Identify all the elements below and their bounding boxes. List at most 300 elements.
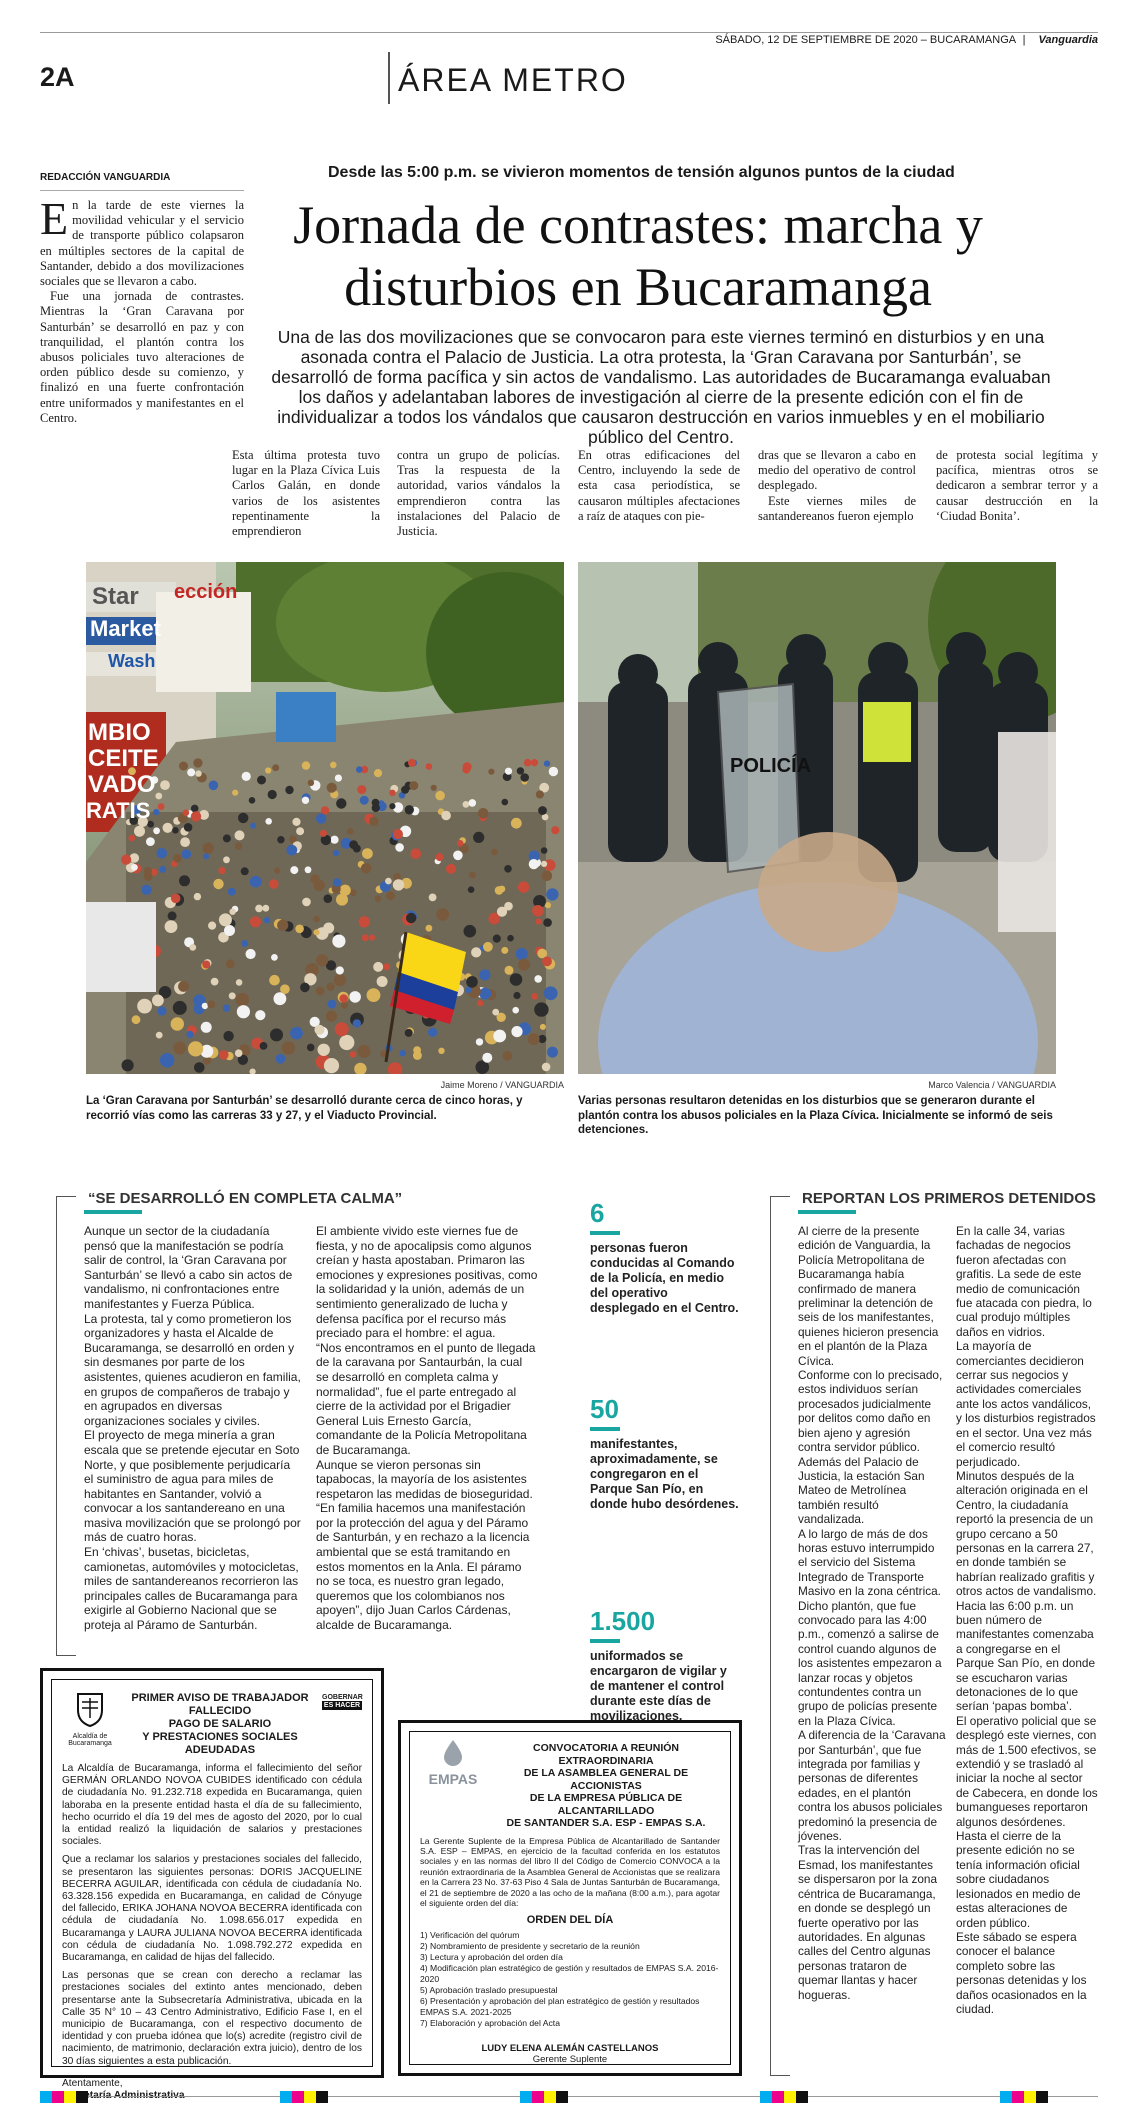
crowd-figure [302,797,309,804]
ad1-title-1: PRIMER AVISO DE TRABAJADOR FALLECIDO [131,1692,309,1717]
crowd-figure [277,920,288,931]
body-column-4b: Este viernes miles de santandereanos fueron ejemplo [758,493,916,523]
crowd-figure [202,1003,208,1009]
crowd-figure [229,909,235,915]
crowd-figure [536,790,544,798]
stat-2-number: 50 [590,1394,619,1424]
intro-column [40,193,244,426]
crowd-figure [326,983,334,991]
crowd-figure [171,894,181,904]
crowd-figure [307,1044,315,1052]
crowd-figure [249,797,256,804]
crowd-figure [235,830,245,840]
crowd-figure [547,1047,558,1058]
crowd-figure [228,888,236,896]
sign-ratis: RATIS [86,798,151,823]
crowd-figure [171,1017,184,1030]
crowd-figure [202,961,210,969]
crowd-figure [324,1058,339,1073]
ad2-order-item: 4) Modificación plan estratégico de gestión y resultados de EMPAS S.A. 2016-2020 [420,1963,719,1985]
crowd-figure [413,1051,422,1060]
crowd-figure [534,1002,548,1016]
body-column-4 [758,448,916,524]
crowd-figure [383,963,390,970]
crowd-figure [347,828,354,835]
crowd-figure [353,1019,361,1027]
crowd-figure [399,1050,406,1057]
crowd-figure [236,993,250,1007]
sign-star: Star [92,583,139,610]
crowd-figure [393,879,404,890]
crowd-figure [235,842,242,849]
crowd-figure [517,767,524,774]
crowd-figure [326,1011,337,1022]
crowd-figure [507,935,514,942]
crowd-figure [194,1062,205,1073]
crowd-figure [173,1042,186,1055]
crowd-figure [260,1042,268,1050]
crowd-figure [129,835,136,842]
crowd-figure [313,916,320,923]
crowd-figure [274,867,280,873]
crowd-figure [478,808,489,819]
color-swatch [1000,2091,1012,2103]
color-swatch [52,2091,64,2103]
crowd-figure [237,1005,250,1018]
alcaldia-logo-text: Alcaldía de Bucaramanga [68,1733,112,1747]
crowd-figure [464,925,477,938]
crowd-figure [395,843,404,852]
crowd-figure [265,818,272,825]
crowd-figure [207,1000,215,1008]
crowd-figure [359,916,370,927]
crowd-figure [223,1004,230,1011]
crowd-figure [492,1009,499,1016]
color-swatch [304,2091,316,2103]
crowd-figure [367,988,381,1002]
detained-column-1: Al cierre de la presente edición de Vanguardia, la Policía Metropolitana de Bucaramanga había confirmado de manera preliminar la detención de seis de los manifestantes, quienes hicieron presencia en el plantón de la Plaza Cívica. Conforme con lo precisado, estos individuos serían procesados judicialmente por delitos como daño en bien ajeno y agresión contra servidor público. Además del Palacio de Justicia, la estación San Mateo de Metrolínea también resultó vandalizada. A lo largo de más de dos horas estuvo interrumpido el servicio del Sistema Integrado de Transporte Masivo en la zona céntrica. Dicho plantón, que fue convocado para las 4:00 p.m., comenzó a salirse de control cuando algunos de los asistentes empezaron a lanzar rocas y objetos contundentes contra un grupo de policías presente en la Plaza Cívica. A diferencia de la ‘Caravana por Santurbán’, que fue integrada por familias y personas de diferentes edades, en el plantón contra los abusos policiales predominó la presencia de jóvenes. Tras la intervención del Esmad, los manifestantes se dispersaron por la zona céntrica de Bucaramanga, en donde se desplegó un fuerte operativo por las autoridades. En algunas calles del Centro algunas personas trataron de quemar llantas y hacer hogueras. [798,1224,946,2002]
crowd-figure [223,1031,233,1041]
crowd-figure [536,918,542,924]
crowd-figure [532,905,544,917]
crowd-figure [302,898,311,907]
crowd-figure [463,762,472,771]
body-column-2: contra un grupo de policías. Tras la respuesta de la autoridad, varios vándalos la emprendieron contra las instalaciones del Palacio de Justicia. [397,448,560,539]
crowd-figure [165,920,178,933]
crowd-figure [505,966,514,975]
crowd-figure [362,848,373,859]
crowd-figure [159,866,166,873]
crowd-figure [518,881,529,892]
crowd-figure [153,809,159,815]
crowd-figure [372,799,380,807]
ad1-badge-top: GOBERNAR [322,1694,363,1701]
crowd-figure [503,1051,513,1061]
crowd-figure [408,759,416,767]
crowd-figure [241,940,248,947]
stat-3-number: 1.500 [590,1606,656,1636]
water-drop-icon [436,1738,470,1766]
crowd-figure [436,853,444,861]
crowd-figure [531,993,538,1000]
detained-column-2: En la calle 34, varias fachadas de negocios fueron afectadas con grafitis. La sede de este medio de comunicación fue atacada con piedra, lo cual produjo múltiples daños en vidrios. La mayoría de comerciantes decidieron cerrar sus negocios y actividades comerciales ante los actos vandálicos, y los disturbios registrados en el sector. Una vez más el comercio resultó perjudicado. Minutos después de la alteración originada en el Centro, la ciudadanía reportó la presencia de un grupo cercano a 50 personas en la carrera 27, en donde también se habrían realizado grafitis y otros actos de vandalismo. Hacia las 6:00 p.m. un buen número de manifestantes comenzaba a congregarse en el Parque San Pío, en donde se escucharon varias detonaciones de lo que serían ‘papas bomba’. El operativo policial que se desplegó este viernes, con más de 1.500 efectivos, se extendió y se trasladó al iniciar la noche al sector de Cabecera, en donde los bumangueses reportaron algunos desórdenes. Hasta el cierre de la presente edición no se tenía información oficial sobre ciudadanos lesionados en medio de estas alteraciones de orden público. Este sábado se espera conocer el balance completo sobre las personas detenidas y los daños ocasionados en la ciudad. [956,1224,1098,2016]
intro-paragraph-2: Fue una jornada de contrastes. Mientras la ‘Gran Caravana por Santurbán’ se desarrolló en paz y con tranquilidad, el plantón contra los abusos policiales tuvo alteraciones de orden público desde su comienzo, y finalizó en una fuerte confrontación entre uniformados y manifestantes en el Centro. [40,289,244,425]
sign-eccion: ección [174,581,238,603]
crowd-figure [502,799,509,806]
crowd-figure [374,769,382,777]
stat-2 [590,1394,740,1512]
shield-label: POLICÍA [730,755,812,777]
crowd-figure [257,776,266,785]
detained-section-bar [798,1210,856,1214]
crowd-figure [262,905,269,912]
crowd-figure [339,994,348,1003]
ad2-signature [420,2043,720,2065]
sign-market: Market [90,616,161,641]
crowd-figure [242,772,251,781]
color-swatch [76,2091,88,2103]
sign-ceite: CEITE [88,745,159,772]
crowd-figure [334,974,347,987]
crowd-figure [152,995,164,1007]
crowd-figure [360,796,369,805]
crowd-figure [232,790,238,796]
headline-line-1: Jornada de contrastes: marcha y [293,195,983,255]
crowd-figure [513,992,520,999]
photo-right-caption: Varias personas resultaron detenidas en los disturbios que se generaron durante el plantón contra los abusos policiales en la Plaza Cívica. Inicialmente se informó de seis detenciones. [578,1095,1053,1136]
crowd-figure [235,1049,243,1057]
ad1-paragraph-3: Las personas que se crean con derecho a reclamar las prestaciones sociales del extinto antes mencionado, deben presentarse ante la Subsecretaría Administrativa, ubicada en la Calle 35 N° 10 – 43 Centro Administrativo, Edificio Fase I, en el municipio de Bucaramanga, con el respectivo documento de identidad y con prueba idónea que lo(s) acredite (registro civil de nacimiento, de matrimonio, declaración extra juicio), dentro de los 30 días siguientes a esta publicación. [62,1970,362,2067]
crowd-figure [375,895,382,902]
crowd-figure [300,983,310,993]
crowd-figure [453,851,463,861]
crowd-figure [271,954,278,961]
crowd-figure [134,826,145,837]
crowd-figure [543,918,552,927]
crowd-figure [255,905,263,913]
crowd-figure [332,935,345,948]
crowd-figure [362,934,369,941]
crowd-figure [264,917,271,924]
crowd-figure [476,1038,483,1045]
crowd-figure [122,1059,134,1071]
crowd-figure [339,1035,354,1050]
crowd-figure [361,863,372,874]
crowd-figure [426,925,433,932]
crowd-figure [153,827,160,834]
intro-paragraph-1: n la tarde de este viernes la movilidad vehicular y el servicio de transporte público colapsaron en múltiples sectores de la capital de Santander, debido a dos movilizaciones sociales que se llevaron a cabo. [40,198,244,289]
color-swatch [784,2091,796,2103]
crowd-figure [137,999,152,1014]
stat-3-text: uniformados se encargaron de vigilar y de mantener el control durante este días de movilizaciones. [590,1649,727,1723]
crowd-figure [435,791,445,801]
stat-1-number: 6 [590,1198,605,1228]
calm-column-1: Aunque un sector de la ciudadanía pensó que la manifestación se podría salir de control, la ‘Gran Caravana por Santurbán’ se llevó a cabo sin actos de vandalismo, ni confrontaciones entre manifestantes y Fuerza Pública. La protesta, tal y como prometieron los organizadores y hasta el Alcalde de Bucaramanga, se desarrolló en orden y sin desmanes por parte de los asistentes, quienes acudieron en familia, en grupos de compañeros de trabajo y en agrupados en diversas organizaciones sociales y civiles. El proyecto de mega minería a gran escala que se pretende ejecutar en Soto Norte, y que posiblemente perjudicaría el suministro de agua para miles de habitantes en Santander, volvió a convocar a los santandereano en una masiva movilización que se prolongó por más de cuatro horas. En ‘chivas’, busetas, bicicletas, camionetas, automóviles y motocicletas, miles de santandereanos recorrieron las principales calles de Bucaramanga para exigirle al Gobierno Nacional que se proteja al Páramo de Santurbán. [84,1224,301,1633]
ad2-order-item: 1) Verificación del quórum [420,1930,520,1941]
crowd-figure [272,764,279,771]
crowd-figure [277,836,284,843]
crowd-figure [195,770,201,776]
crowd-figure [208,922,216,930]
stat-2-text: manifestantes, aproximadamente, se congregaron en el Parque San Pío, en donde hubo desórdenes. [590,1437,739,1511]
crowd-figure [187,768,195,776]
calm-section-title: “SE DESARROLLÓ EN COMPLETA CALMA” [84,1190,406,1207]
crowd-figure [327,783,337,793]
drop-cap: E [40,193,69,244]
crowd-figure [541,847,548,854]
crowd-figure [431,785,437,791]
crowd-figure [493,935,501,943]
crowd-figure [466,976,478,988]
crowd-figure [488,769,494,775]
headline-line-2: disturbios en Bucaramanga [344,257,932,317]
crowd-figure [218,867,225,874]
crowd-figure [357,785,366,794]
crowd-figure [330,836,338,844]
crowd-figure [203,843,214,854]
ad1-title [126,1692,314,1757]
color-swatch [544,2091,556,2103]
crowd-figure [369,817,379,827]
crowd-figure [158,803,165,810]
crowd-figure [305,866,312,873]
crowd-figure [290,866,298,874]
ad2-order-title: ORDEN DEL DÍA [526,1914,614,1927]
crowd-figure [336,966,344,974]
crowd-figure [540,1024,546,1030]
crowd-figure [518,959,530,971]
crowd-figure [531,759,538,766]
crowd-figure [529,859,539,869]
ad1-paragraph-2: Que a reclamar los salarios y prestaciones sociales del fallecido, se presentaron las siguientes personas: DORIS JACQUELINE BECERRA AGUILAR, identificada con cédula de ciudadanía No. 63.328.156 expedida en Bucaramanga, en calidad de Cónyuge del fallecido, ERIKA JOHANA NOVOA BECERRA identificada con cédula de ciudadanía No. 1.098.656.017 expedida en Bucaramanga y LAURA JULIANA NOVOA BECERRA identificada con cédula de ciudadanía No. 1.098.792.272 expedida en Bucaramanga, en calidad de hijas del fallecido. [62,1854,362,1964]
section-divider [388,52,390,104]
crowd-figure [538,806,547,815]
crowd-figure [203,853,209,859]
sign-wash: Wash [108,651,156,671]
crowd-figure [479,988,491,1000]
crowd-figure [295,925,304,934]
crowd-figure [194,893,201,900]
crowd-figure [318,1044,330,1056]
crowd-figure [330,762,337,769]
crowd-figure [296,827,304,835]
crowd-figure [144,867,152,875]
crowd-figure [186,1031,193,1038]
page-number: 2A [40,62,75,92]
crowd-figure [183,809,190,816]
crowd-figure [255,1010,265,1020]
crowd-figure [285,786,293,794]
ad2-order-item: 5) Aprobación traslado presupuestal [420,1985,558,1996]
crowd-figure [465,987,471,993]
crowd-figure [471,947,481,957]
ad2-signer-role: Gerente Suplente [532,2054,608,2066]
color-swatches [40,2091,1098,2103]
lede: Una de las dos movilizaciones que se convocaron para este viernes terminó en disturbios y en una asonada contra el Palacio de Justicia. La otra protesta, la ‘Gran Caravana por Santurbán’, se desarrolló de forma pacífica y sin actos de vandalismo. Las autoridades de Bucaramanga evaluaban los daños y adelantaban labores de investigación al cierre de la presente edición con el fin de individualizar a todos los vándalos que causaron destrucción en varios inmuebles y en el mobiliario público del Centro. [271,327,1051,447]
stat-1 [590,1198,740,1316]
crowd-figure [473,832,484,843]
ad1-title-3: Y PRESTACIONES SOCIALES ADEUDADAS [142,1731,298,1756]
crowd-figure [541,861,547,867]
crowd-figure [189,944,196,951]
crowd-figure [314,880,325,891]
crowd-figure [516,948,528,960]
byline: REDACCIÓN VANGUARDIA [40,172,171,183]
crowd-figure [172,827,179,834]
dateline: SÁBADO, 12 DE SEPTIEMBRE DE 2020 – BUCARAMANGA | Vanguardia [715,34,1098,46]
crowd-figure [405,805,414,814]
crowd-figure [409,781,418,790]
crowd-figure [157,848,168,859]
kicker: Desde las 5:00 p.m. se vivieron momentos de tensión algunos puntos de la ciudad [328,164,955,181]
crowd-figure [457,840,464,847]
coat-of-arms-icon [70,1688,110,1728]
section-title: ÁREA METRO [398,62,628,98]
crowd-figure [369,935,375,941]
calm-section-bar [84,1210,142,1214]
crowd-figure [188,1041,203,1056]
crowd-figure [184,823,193,832]
crowd-figure [229,992,236,999]
crowd-figure [446,864,456,874]
crowd-figure [270,1028,283,1041]
crowd-figure [168,911,177,920]
crowd-figure [483,942,493,952]
crowd-figure [482,1053,492,1063]
crowd-figure [209,781,219,791]
crowd-figure [280,984,290,994]
crowd-figure [426,763,433,770]
crowd-figure [313,929,319,935]
crowd-figure [528,1033,540,1045]
ad2-signer: LUDY ELENA ALEMÁN CASTELLANOS [481,2043,659,2055]
color-swatch [796,2091,808,2103]
crowd-figure [179,762,188,771]
crowd-figure [236,979,243,986]
crowd-figure [385,878,392,885]
crowd-figure [302,761,310,769]
crowd-figure [324,894,333,903]
crowd-figure [477,1000,483,1006]
empas-logo-text: EMPAS [428,1771,478,1787]
crowd-figure [226,959,235,968]
headline [258,194,1018,318]
crowd-figure [428,1028,437,1037]
crowd-figure [335,775,342,782]
crowd-figure [436,908,449,921]
ad2-title-3: DE LA EMPRESA PÚBLICA DE ALCANTARILLADO [529,1792,683,1817]
crowd-figure [250,876,262,888]
crowd-figure [546,888,558,900]
ad2-title-2: DE LA ASAMBLEA GENERAL DE ACCIONISTAS [523,1767,689,1792]
crowd-figure [155,793,162,800]
body-column-3: En otras edificaciones del Centro, incluyendo la sede de esta casa periodística, se causaron múltiples afectaciones a raíz de ataques con pie- [578,448,740,523]
crowd-figure [141,885,151,895]
crowd-figure [131,864,138,871]
crowd-figure [497,907,507,917]
body-column-1: Esta última protesta tuvo lugar en la Plaza Cívica Luis Carlos Galán, en donde varios de los asistentes repentinamente la emprendieron [232,448,380,539]
crowd-figure [469,872,476,879]
crowd-figure [286,845,297,856]
color-swatch [1012,2091,1024,2103]
crowd-figure [520,773,529,782]
crowd-figure [223,834,231,842]
crowd-figure [512,1007,519,1014]
crowd-figure [308,780,314,786]
crowd-figure [542,871,553,882]
crowd-figure [510,973,523,986]
color-swatch [772,2091,784,2103]
crowd-figure [463,801,470,808]
crowd-figure [282,1041,295,1054]
crowd-figure [224,925,235,936]
crowd-figure [377,976,388,987]
crowd-figure [156,1032,163,1039]
crowd-figure [219,913,232,926]
sign-vado: VADO [88,771,156,798]
crowd-figure [499,886,506,893]
color-swatch [40,2091,52,2103]
crowd-figure [323,923,334,934]
ad1-sign-1: Atentamente, [62,2077,123,2089]
detained-bracket [770,1196,790,2076]
crowd-figure [544,760,550,766]
crowd-figure [269,879,279,889]
photo-caravan [86,562,564,1074]
ad1-badge-bottom: ES HACER [323,1702,361,1709]
crowd-figure [333,878,341,886]
crowd-figure [350,1051,357,1058]
crowd-figure [479,969,490,980]
ad1-badge [322,1694,362,1710]
brand-name: Vanguardia [1038,34,1098,46]
crowd-figure [357,1045,370,1058]
crowd-figure [321,806,329,814]
crowd-figure [211,978,219,986]
crowd-figure [241,867,249,875]
stat-3-bar [590,1639,620,1643]
crowd-figure [223,856,230,863]
crowd-figure [213,879,223,889]
crowd-figure [160,1053,175,1068]
crowd-figure [316,987,325,996]
crowd-figure [542,957,552,967]
ad-deceased-worker [40,1668,384,2089]
crowd-figure [511,818,522,829]
crowd-figure [160,780,170,790]
crowd-figure [493,1030,506,1043]
ad2-order-item: 2) Nombramiento de presidente y secretario de la reunión [420,1941,640,1952]
color-swatch [64,2091,76,2103]
crowd-figure [316,954,328,966]
crowd-figure [389,803,395,809]
crowd-figure [542,1063,551,1072]
crowd-figure [386,891,395,900]
crowd-figure [505,768,512,775]
crowd-figure [268,790,277,799]
crowd-figure [314,1025,324,1035]
crowd-figure [504,865,512,873]
color-registration-bar [40,2090,1098,2102]
crowd-figure [406,913,416,923]
color-swatch [760,2091,772,2103]
crowd-figure [349,991,361,1003]
crowd-figure [238,813,248,823]
crowd-figure [501,947,508,954]
crowd-figure [191,805,199,813]
crowd-figure [316,813,326,823]
crowd-figure [534,975,542,983]
